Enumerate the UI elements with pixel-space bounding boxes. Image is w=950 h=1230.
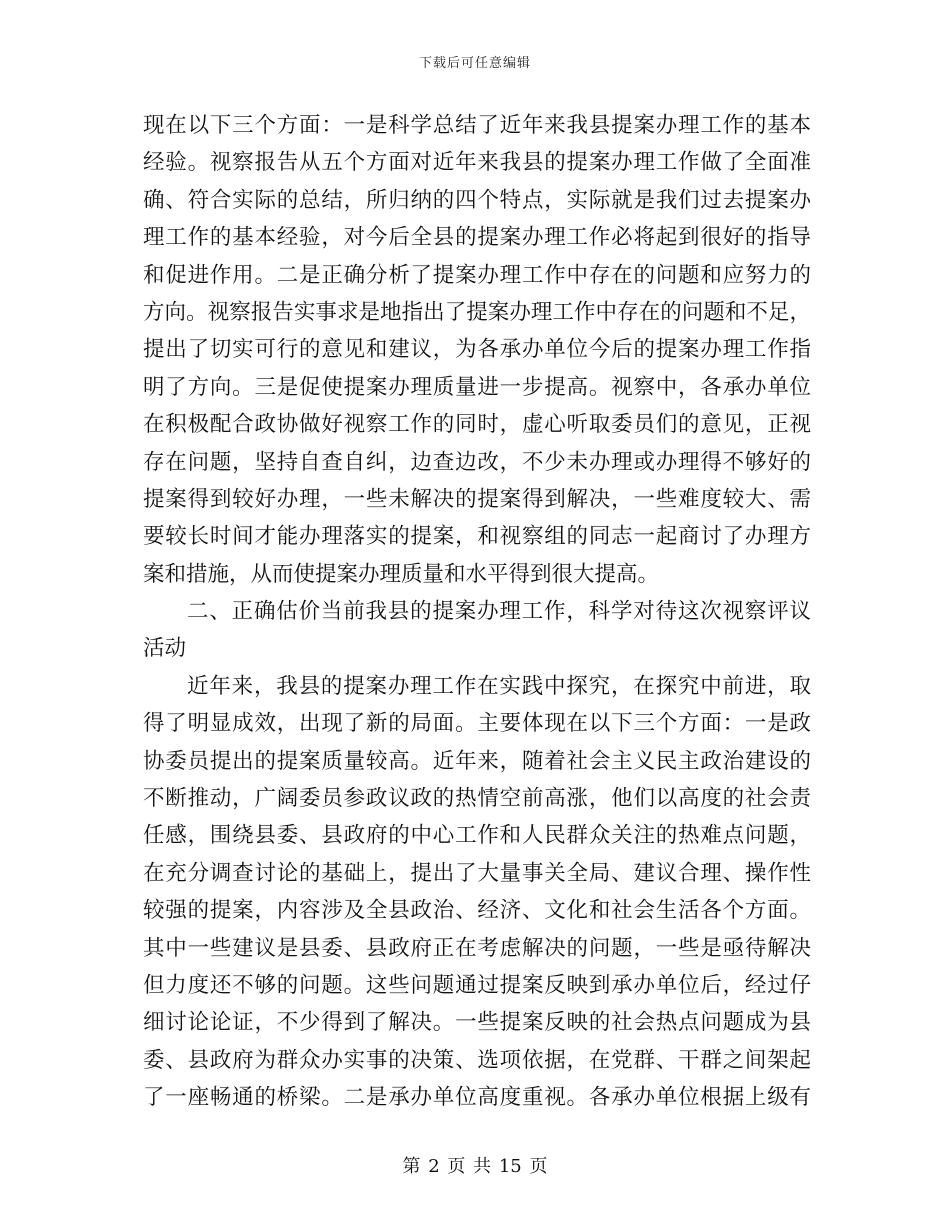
document-body (143, 107, 811, 1117)
body-line: 经验。视察报告从五个方面对近年来我县的提案办理工作做了全面准 (143, 150, 811, 176)
body-line: 较强的提案，内容涉及全县政治、经济、文化和社会生活各个方面。 (143, 898, 811, 924)
body-line: 要较长时间才能办理落实的提案，和视察组的同志一起商讨了办理方 (143, 524, 811, 550)
body-line: 确、符合实际的总结，所归纳的四个特点，实际就是我们过去提案办 (143, 187, 811, 213)
page-header: 下载后可任意编辑 (418, 56, 531, 71)
body-line: 存在问题，坚持自查自纠，边查边改，不少未办理或办理得不够好的 (143, 449, 811, 475)
body-line: 但力度还不够的问题。这些问题通过提案反映到承办单位后，经过仔 (143, 972, 811, 998)
body-line: 细讨论论证，不少得到了解决。一些提案反映的社会热点问题成为县 (143, 1010, 811, 1036)
body-line: 现在以下三个方面：一是科学总结了近年来我县提案办理工作的基本 (143, 113, 811, 138)
body-line: 其中一些建议是县委、县政府正在考虑解决的问题，一些是亟待解决 (143, 935, 811, 961)
body-line: 了一座畅通的桥梁。二是承办单位高度重视。各承办单位根据上级有 (143, 1085, 811, 1111)
body-line: 理工作的基本经验，对今后全县的提案办理工作必将起到很好的指导 (143, 225, 811, 251)
body-line: 提案得到较好办理，一些未解决的提案得到解决，一些难度较大、需 (143, 486, 811, 512)
body-line: 在充分调查讨论的基础上，提出了大量事关全局、建议合理、操作性 (143, 860, 811, 886)
body-line: 明了方向。三是促使提案办理质量进一步提高。视察中，各承办单位 (143, 374, 811, 400)
body-line: 任感，围绕县委、县政府的中心工作和人民群众关注的热难点问题， (143, 823, 811, 849)
page-number-footer: 第 2 页 共 15 页 (402, 1156, 548, 1177)
body-line: 委、县政府为群众办实事的决策、选项依据，在党群、干群之间架起 (143, 1047, 811, 1073)
body-line: 在积极配合政协做好视察工作的同时，虚心听取委员们的意见，正视 (143, 412, 811, 438)
body-line: 提出了切实可行的意见和建议，为各承办单位今后的提案办理工作指 (143, 337, 811, 363)
body-line: 案和措施，从而使提案办理质量和水平得到很大提高。 (143, 561, 660, 587)
body-line: 协委员提出的提案质量较高。近年来，随着社会主义民主政治建设的 (143, 748, 811, 774)
body-line: 近年来，我县的提案办理工作在实践中探究，在探究中前进，取 (187, 673, 811, 699)
body-line: 方向。视察报告实事求是地指出了提案办理工作中存在的问题和不足， (143, 299, 811, 325)
body-line: 和促进作用。二是正确分析了提案办理工作中存在的问题和应努力的 (143, 262, 811, 288)
body-line: 得了明显成效，出现了新的局面。主要体现在以下三个方面：一是政 (143, 711, 811, 737)
section-heading-line: 二、正确估价当前我县的提案办理工作，科学对待这次视察评议 (187, 599, 811, 625)
section-heading-line: 活动 (143, 636, 187, 662)
body-line: 不断推动，广阔委员参政议政的热情空前高涨，他们以高度的社会责 (143, 786, 811, 812)
